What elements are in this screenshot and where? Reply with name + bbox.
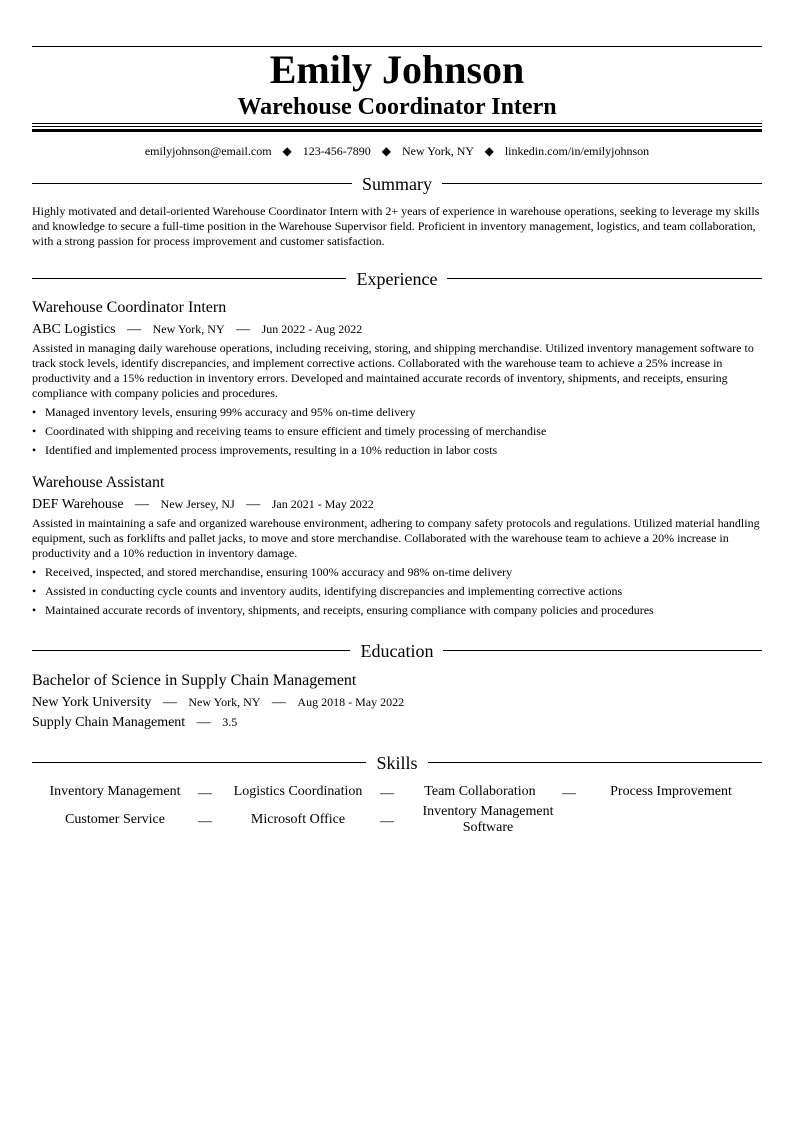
job-description: Assisted in managing daily warehouse operations, including receiving, storing, and shipping merchandise. Utilized inventory management software to track stock levels, identify discrepancies, and implement corrective actions. Collaborated with the warehouse team to achieve a 25% increase in productivity and a 15% reduction in inventory errors. Developed and maintained accurate records of inventory, shipments, and receipts, ensuring compliance with company policies and procedures.: [32, 341, 754, 400]
bullet-icon: •: [32, 603, 37, 617]
experience-heading: [32, 268, 762, 290]
bullet-icon: •: [32, 424, 37, 438]
skills-heading: [32, 752, 762, 774]
education-dates: Aug 2018 - May 2022: [297, 695, 405, 709]
list-item: • Identified and implemented process improvements, resulting in a 10% reduction in labor costs: [32, 443, 498, 457]
job-company: ABC Logistics: [32, 322, 116, 337]
job-title: Warehouse Coordinator Intern: [32, 299, 227, 316]
skill-item: Customer Service: [65, 812, 165, 827]
job-location: New York, NY: [152, 322, 225, 336]
candidate-name: Emily Johnson: [269, 47, 525, 92]
list-item: • Assisted in conducting cycle counts and inventory audits, identifying discrepancies and implementing corrective actions: [32, 584, 623, 598]
education-location: New York, NY: [188, 695, 261, 709]
dash-separator: —: [271, 695, 286, 710]
skills-heading-label: Skills: [366, 753, 427, 773]
job-title: Warehouse Assistant: [32, 474, 165, 491]
contact-location: New York, NY: [402, 144, 474, 158]
bullet-icon: •: [32, 443, 37, 457]
skill-item: Inventory Management Software: [422, 804, 554, 835]
dash-separator: —: [196, 715, 211, 730]
skill-item: Team Collaboration: [424, 784, 536, 799]
skill-item: Microsoft Office: [250, 812, 346, 827]
diamond-separator-icon: ◆: [381, 144, 392, 158]
education-meta: [32, 693, 404, 712]
skill-item: Process Improvement: [610, 784, 732, 799]
list-item: • Managed inventory levels, ensuring 99% accuracy and 95% on-time delivery: [32, 405, 416, 419]
skill-separator: —: [380, 786, 394, 801]
education-school: New York University: [32, 695, 152, 710]
skill-separator: —: [198, 814, 212, 829]
bullet-icon: •: [32, 405, 37, 419]
skills-row: [32, 804, 762, 840]
job-dates: Jan 2021 - May 2022: [271, 497, 374, 511]
job-dates: Jun 2022 - Aug 2022: [261, 322, 363, 336]
education-gpa: 3.5: [222, 715, 238, 729]
dash-separator: —: [162, 695, 177, 710]
job-bullets: [32, 565, 762, 622]
job-meta: [32, 320, 362, 339]
bullet-icon: •: [32, 584, 37, 598]
skill-item: Inventory Management: [49, 784, 181, 799]
summary-text: Highly motivated and detail-oriented Warehouse Coordinator Intern with 2+ years of experience in warehouse operations, seeking to leverage my skills and knowledge to secure a full-time position in the Warehouse Supervisor field. Proficient in inventory management, logistics, and team collaboration, with a strong passion for process improvement and customer satisfaction.: [32, 204, 760, 248]
skill-separator: —: [562, 786, 576, 801]
summary-heading: [32, 173, 762, 195]
header-rule-3: [32, 129, 762, 132]
contact-line: [32, 143, 762, 159]
dash-separator: —: [127, 322, 142, 337]
job-description: Assisted in maintaining a safe and organized warehouse environment, adhering to company safety protocols and regulations. Utilized material handling equipment, such as forklifts and pallet jacks, to move and store merchandise. Collaborated with the warehouse team to achieve a 20% increase in productivity and a 10% reduction in inventory damage.: [32, 516, 760, 560]
education-major-line: [32, 713, 237, 732]
education-heading-label: Education: [351, 641, 444, 661]
diamond-separator-icon: ◆: [282, 144, 292, 158]
job-location: New Jersey, NJ: [160, 497, 235, 511]
diamond-separator-icon: ◆: [484, 144, 494, 158]
education-heading: [32, 640, 762, 662]
skill-item: Logistics Coordination: [233, 784, 363, 799]
education-degree: Bachelor of Science in Supply Chain Management: [32, 672, 357, 689]
skill-separator: —: [380, 814, 394, 829]
contact-email[interactable]: emilyjohnson@email.com: [144, 144, 272, 158]
skill-separator: —: [198, 786, 212, 801]
experience-heading-label: Experience: [347, 269, 448, 289]
dash-separator: —: [135, 497, 150, 512]
job-company: DEF Warehouse: [32, 497, 124, 512]
dash-separator: —: [246, 497, 261, 512]
list-item: • Maintained accurate records of inventory, shipments, and receipts, ensuring compliance with company policies and procedures: [32, 603, 654, 617]
job-bullets: [32, 405, 762, 462]
contact-linkedin[interactable]: linkedin.com/in/emilyjohnson: [504, 144, 650, 158]
job-meta: [32, 495, 374, 514]
education-major: Supply Chain Management: [32, 715, 186, 730]
list-item: • Received, inspected, and stored merchandise, ensuring 100% accuracy and 98% on-time delivery: [32, 565, 513, 579]
summary-heading-label: Summary: [352, 174, 442, 194]
candidate-title: Warehouse Coordinator Intern: [237, 94, 557, 120]
list-item: • Coordinated with shipping and receiving teams to ensure efficient and timely processing of merchandise: [32, 424, 547, 438]
bullet-icon: •: [32, 565, 37, 579]
dash-separator: —: [236, 322, 251, 337]
contact-phone[interactable]: 123-456-7890: [302, 144, 371, 158]
header-rule-1: [32, 123, 762, 124]
header-rule-2: [32, 126, 762, 127]
